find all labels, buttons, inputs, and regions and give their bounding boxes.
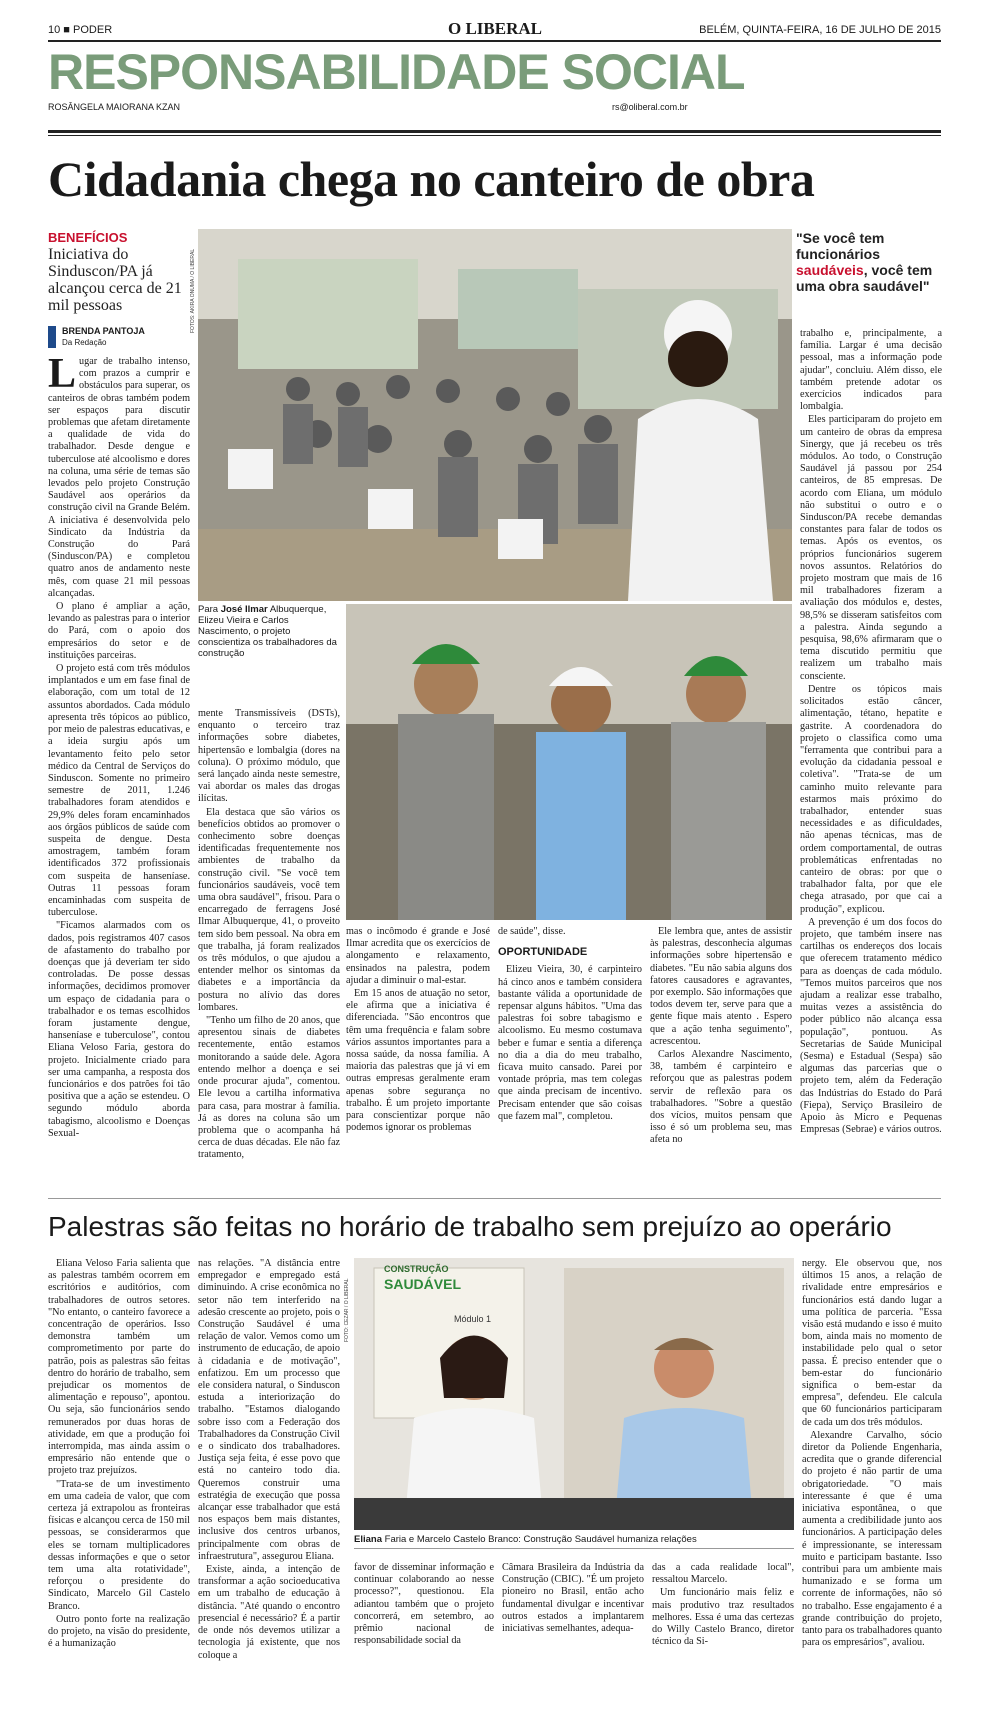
section-editor: ROSÂNGELA MAIORANA KZAN — [48, 102, 181, 112]
story2-column-5 — [652, 1562, 794, 1710]
paragraph: de saúde", disse. — [498, 926, 566, 937]
story2-headline: Palestras são feitas no horário de trabalho sem prejuízo ao operário — [48, 1211, 892, 1242]
subhead-oportunidade: OPORTUNIDADE — [498, 946, 588, 959]
paragraph: Carlos Alexandre Nascimento, 38, também é carpinteiro e reforçou que as palestras podem servir de reflexão para os trabalhadores. "Sobre a questão dos vícios, muitos pensam que isso é só um problema seu, mas afeta no — [650, 1049, 792, 1146]
paragraph: Dentre os tópicos mais solicitados estão câncer, alimentação, tétano, hepatite e gastrite. A coordenadora do projeto o classifica como uma "ferramenta que contribui para a evolução da cidadania pessoal e coletiva". "Trata-se de um caminho muito relevante para estarmos mais próximo do trabalhador, entender suas necessidades e as dificuldades, não apenas técnicas, mas de ordem comportamental, de outras problemáticas enfrentadas no canteiro de obras: por que o trabalhador falta, por que ele chega atrasado, por que cai a produção", explicou. — [800, 683, 942, 915]
paragraph: mente Transmissíveis (DSTs), enquanto o terceiro traz informações sobre diabetes, hipertensão e lombalgia (dores na coluna). O próximo módulo, que será lançado ainda neste semestre, vai abordar os males das drogas ilícitas. — [198, 708, 340, 805]
paragraph: trabalho e, principalmente, a família. Largar é uma decisão pessoal, mas a informação pode ajudar", concluiu. Além disso, ele também pretende adotar os exercícios indicados para lombalgia. — [800, 328, 942, 413]
section-rule — [48, 130, 941, 133]
story2-column-3 — [354, 1562, 494, 1710]
paragraph: Outro ponto forte na realização do projeto, na visão do presidente, é a humanização — [48, 1613, 190, 1650]
top-rule — [48, 40, 941, 42]
story2-column-1 — [48, 1258, 190, 1710]
interview-scene — [354, 1258, 794, 1530]
caption-text: Faria e Marcelo Castelo Branco: Construção Saudável humaniza relações — [382, 1534, 697, 1545]
story1-column-6 — [800, 328, 942, 1136]
masthead-bar — [48, 19, 941, 40]
section-rule-thin — [48, 135, 941, 136]
photo-interview — [344, 1258, 794, 1530]
paragraph: Eliana Veloso Faria salienta que as palestras também ocorrem em escritórios e auditórios, com trabalhadores de outros setores. "No entanto, o canteiro favorece a concentração de operários. Isso demonstra também um comprometimento por parte do patrão, pois as palestras são feitas dentro do horário de trabalho, sem prejudicar os momentos de alimentação e repouso", apontou. Ou seja, são funcionários sendo remunerados por duas horas de atividade, em que a produção foi interrompida, mas ainda assim o empresário não entende que o projeto traz prejuízos. — [48, 1258, 190, 1477]
story-kicker: BENEFÍCIOS — [48, 230, 128, 245]
paragraph: A prevenção é um dos focos do projeto, que também insere nas cartilhas os endereços dos locais que oferecem tratamento médico para as doenças de cada módulo. "Temos muitos parceiros que nos ajudam a realizar esse trabalho, muitas vezes a assistência do poder público não alcança essa população", pontuou. As Secretarias de Saúde Municipal (Sesma) e Estadual (Sespa) são algumas das parcerias que o projeto tem, além da Federação das Indústrias do Estado do Pará (Fiepa), Serviço Brasileiro de Apoio às Micro e Pequenas Empresas (Sebrae) e vários outros. — [800, 916, 942, 1136]
poster-title: CONSTRUÇÃO — [384, 1264, 449, 1274]
drop-cap: L — [48, 351, 77, 397]
paragraph: favor de disseminar informação e continuar colaborando ao nesse processo?", questionou. Ela adiantou também que o projeto concorrerá, em setembro, ao prêmio nacional de responsabilidade social da — [354, 1562, 494, 1647]
paragraph: Um funcionário mais feliz e mais produtivo traz resultados melhores. Essa é uma das certezas do Willy Castelo Branco, diretor técnico da Si- — [652, 1587, 794, 1648]
photo-credit: FOTOS: AKIRA ONUMA / O LIBERAL — [190, 248, 196, 333]
caption-text: Para — [198, 604, 221, 615]
photo-workers — [346, 604, 792, 920]
paragraph: Elizeu Vieira, 30, é carpinteiro há cinco anos e também considera bastante válida a oportunidade de repensar alguns hábitos. "Uma das palestras foi sobre tabagismo e alcoolismo. Eu mesmo costumava beber e fumar e sentia a diferença no dia a dia do meu trabalho, ficava muito cansado. Parei por vontade própria, mas tem colegas que ainda precisam de incentivo. Precisam entender que são coisas que fazem mal", completou. — [498, 964, 642, 1122]
paragraph: Alexandre Carvalho, sócio diretor da Poliende Engenharia, acredita que o grande diferencial do projeto é não partir de uma obrigatoriedade. "O mais interessante é que é uma iniciativa espontânea, o que aumenta a credibilidade junto aos funcionários. A participação deles é impressionante, se interessam muito e participam bastante. Isso contribui para um ambiente mais humanizado e se forma um corrente de informações, não só no trabalho. Esse engajamento é a grande contribuição do projeto, tanto para os trabalhadores quanto para os empresários", avaliou. — [802, 1429, 942, 1649]
paragraph: Ela destaca que são vários os benefícios obtidos ao promover o conhecimento sobre doenças identificadas frequentemente nos ambientes de trabalho da construção civil. "Se você tem funcionários saudáveis, você tem uma obra saudável", frisou. Para o encarregado de ferragens José Ilmar Albuquerque, 41, o proveito tem sido bem pessoal. Na obra em que trabalha, já foram realizados os três módulos, o que ajudou a entender melhor os sintomas da diabetes e a importância da postura no alívio das dores lombares. — [198, 806, 340, 1013]
caption-text: Albuquerque, Elizeu Vieira e Carlos Nascimento, o projeto conscientiza os trabalhadores da construção — [198, 604, 337, 659]
paragraph: Câmara Brasileira da Indústria da Construção (CBIC). "É um projeto pioneiro no Brasil, então acho fundamental divulgar e incentivar outros estados a implantarem iniciativas semelhantes, adequa- — [502, 1562, 644, 1635]
photo-lecture — [190, 229, 792, 601]
story2-column-6 — [802, 1258, 942, 1710]
newspaper-logo: O LIBERAL — [448, 19, 542, 38]
workers-scene — [346, 604, 792, 920]
page-number: 10 ■ PODER — [48, 24, 113, 36]
paragraph: "Trata-se de um investimento em uma cadeia de valor, que com certeza já extrapolou as fronteiras físicas e alcançou cerca de 150 mil pessoas, se considerarmos que eles se tornam multiplicadores dessas informações e que o setor tem uma alta rotatividade", reforçou o presidente do Sindicato, Marcelo Gil Castelo Branco. — [48, 1478, 190, 1612]
caption-bold: Eliana — [354, 1534, 382, 1545]
story1-column-4 — [498, 926, 642, 1122]
section-email: rs@oliberal.com.br — [612, 102, 688, 112]
story2-column-4 — [502, 1562, 644, 1710]
byline-org: Da Redação — [62, 338, 107, 347]
lecture-scene — [198, 229, 792, 601]
poster-module: Módulo 1 — [454, 1314, 492, 1324]
paragraph: nergy. Ele observou que, nos últimos 15 anos, a relação de rivalidade entre empresários e funcionários está dando lugar a uma política de parceria. "Essa visão está mudando e isso é muito bom, ainda mais no momento de instabilidade pelo qual o setor passa. É preciso entender que o bem-estar do funcionário significa o bem-estar da empresa", defendeu. Ele calcula que 60 funcionários participaram de cada um dos três módulos. — [802, 1258, 942, 1428]
story-headline: Cidadania chega no canteiro de obra — [48, 151, 815, 207]
photo2-caption — [198, 604, 340, 659]
paragraph: O projeto está com três módulos implantados e um em fase final de elaboração, com um total de 12 assuntos abordados. Cada módulo apresenta três tópicos ao público, por meio de palestras educativas, e a ideia surgiu após um levantamento feito pelo setor médico da Central de Serviços do Sinduscon. Somente no primeiro semestre de 2011, 1.246 trabalhadores foram atendidos e 29,9% deles foram encaminhados aos órgãos públicos de saúde com suspeita de dengue. Desta amostragem, também foram identificados 372 profissionais com suspeita de hanseníase. Outras 11 pessoas foram encaminhadas com suspeita de tuberculose. — [48, 663, 191, 919]
paragraph: "Tenho um filho de 20 anos, que apresentou sinais de diabetes recentemente, então estamos monitorando a saúde dele. Agora entendo melhor a doença e sei onde procurar ajuda", comentou. Ele levou a cartilha informativa para casa, para mostrar à família. Já as dores na coluna são um problema que o acompanha há cerca de duas décadas. Ele não faz tratamento, — [198, 1015, 340, 1161]
paragraph: Ele lembra que, antes de assistir às palestras, desconhecia algumas informações sobre hipertensão e diabetes. "Eu não sabia alguns dos fatores causadores e agravantes, por exemplo. São informações que todos devem ter, serve para que a gente fique mais atento . Espero que a ação tenha seguimento", acrescentou. — [650, 926, 792, 1047]
byline-name: BRENDA PANTOJA — [62, 326, 145, 336]
paragraph: "Ficamos alarmados com os dados, pois registramos 407 casos de afastamento do trabalho por doenças que já deveriam ter sido controladas. De posse dessas informações, decidimos promover um espaço de cidadania para o trabalhador e os temas escolhidos foram justamente dengue, hanseníase e tuberculose", contou Eliana Veloso Faria, gestora do projeto. Inicialmente criado para ser uma campanha, a resposta dos funcionários e dos patrões foi tão positiva que a ação se estendeu. O segundo módulo aborda tabagismo, alcoolismo e Doenças Sexual- — [48, 920, 190, 1139]
pull-quote — [796, 230, 942, 294]
paragraph: mas o incômodo é grande e José Ilmar acredita que os exercícios de alongamento e relaxamento, ensinados na palestra, podem ajudar a diminuir o mal-estar. — [346, 926, 490, 986]
story2-column-2 — [198, 1258, 340, 1710]
paragraph: ugar de trabalho intenso, com prazos a cumprir e obstáculos para superar, os canteiros de obras também podem ser espaços para discutir problemas que afetam diretamente a qualidade de vida do trabalhador. Desde dengue e tuberculose até alcoolismo e dores na coluna, uma série de temas são levados pelo projeto Construção Saudável aos operários da construção civil na Grande Belém. A iniciativa é desenvolvida pelo Sindicato da Indústria da Construção do Pará (Sinduscon/PA) e completou quatro anos de andamento neste mês, com quase 21 mil pessoas alcançadas. — [48, 356, 190, 599]
story1-column-3 — [346, 926, 490, 1134]
caption-bold: José Ilmar — [220, 604, 268, 615]
story-deck: Iniciativa do Sinduscon/PA já alcançou cerca de 21 mil pessoas — [48, 246, 182, 314]
story1-column-5 — [650, 926, 792, 1146]
story1-column-1 — [48, 351, 191, 1139]
paragraph: nas relações. "A distância entre empregador e empregado está diminuindo. A crise econômica no setor não tem interferido na adesão crescente ao projeto, pois o Construção Saudável é uma relação de valor. Vemos como um instrumento de educação, de apoio à cidadania e de motivação", enfatizou. Em um processo que ele considera natural, o Sinduscon estuda a interiorização do trabalho. "Estamos dialogando sobre isso com a Federação dos Trabalhadores da Construção Civil e o sindicato dos trabalhadores. Justiça seja feita, é esse povo que está no canteiro todo dia. Queremos construir uma estratégia de execução que possa alcançar esse trabalhador que está nos espaços bem mais distantes, inclusive dos centros urbanos, principalmente com obras de infraestrutura", assegurou Eliana. — [198, 1258, 340, 1562]
paragraph: O plano é ampliar a ação, levando as palestras para o interior do Pará, com o apoio dos empresários do setor e de instituições parceiras. — [48, 601, 190, 661]
byline-marker — [48, 326, 56, 348]
photo-credit: FOTO: CEZAR / O LIBERAL — [344, 1278, 350, 1342]
paragraph: Eles participaram do projeto em um canteiro de obras da empresa Sinergy, que já recebeu os três módulos. Ao todo, o Construção Saudável já passou por 254 canteiros, de 85 empresas. De acordo com Eliana, um módulo não substitui o outro e o Sinduscon/PA recebe demandas constantes para falar de todos os temas. Após os eventos, os próprios funcionários sugerem novos assuntos. Relatórios do projeto mostram que mais de 16 mil trabalhadores fizeram a avaliação dos módulos e, destes, 98,5% se disseram satisfeitos com a palestra. Ainda segundo a pesquisa, 98,6% afirmaram que o tema discutido permitiu que realizem um trabalho mais consciente. — [800, 414, 942, 682]
section-title: RESPONSABILIDADE SOCIAL — [48, 44, 745, 100]
paragraph: Existe, ainda, a intenção de transformar a ação socioeducativa em um trabalho de educação à distância. "Até quando o encontro presencial é necessário? É a partir de onde nós devemos utilizar a tecnologia já existente, que nos coloque a — [198, 1564, 340, 1661]
paragraph: das a cada realidade local", ressaltou Marcelo. — [652, 1562, 794, 1586]
quote-highlight: saudáveis — [796, 262, 864, 278]
edition-date: BELÉM, QUINTA-FEIRA, 16 DE JULHO DE 2015 — [699, 24, 941, 36]
paragraph: Em 15 anos de atuação no setor, ele afirma que a iniciativa é diferenciada. "São encontros que têm uma frequência e falam sobre vários assuntos importantes para a nossa saúde, da nossa família. A maioria das palestras que já vi em outras empresas geralmente eram apenas sobre segurança no trabalho. É um projeto importante para conscientizar porque não podemos ignorar os problemas — [346, 988, 490, 1134]
quote-text: "Se você tem funcionários — [796, 230, 885, 262]
poster-brand: SAUDÁVEL — [384, 1276, 462, 1292]
story1-column-2 — [198, 708, 340, 1161]
story-separator — [48, 1198, 941, 1199]
photo3-caption — [354, 1534, 794, 1549]
quote-text: , você tem uma obra saudável" — [796, 262, 933, 294]
